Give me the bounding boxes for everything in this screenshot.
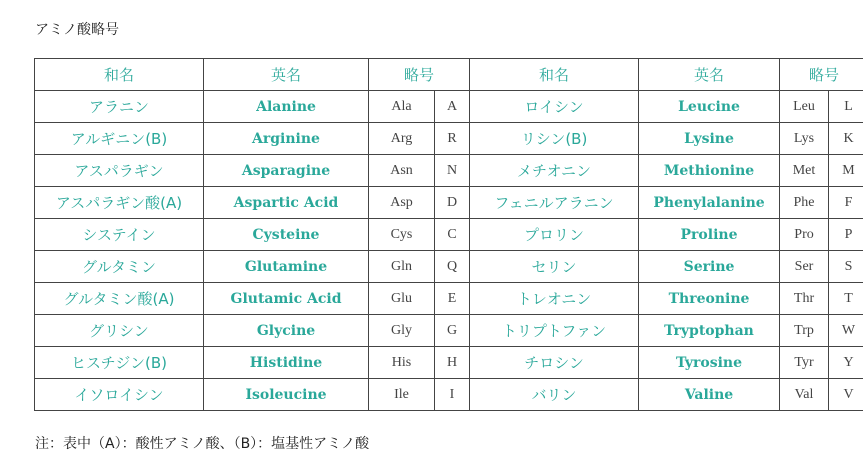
one-letter-code-cell: E (435, 283, 470, 315)
three-letter-code-cell: Asp (369, 187, 435, 219)
page-title: アミノ酸略号 (35, 22, 119, 38)
english-name-cell: Asparagine (204, 155, 369, 187)
three-letter-code-cell: Phe (780, 187, 829, 219)
three-letter-code-cell: Gln (369, 251, 435, 283)
japanese-name-cell: ロイシン (470, 91, 639, 123)
three-letter-code-cell: Met (780, 155, 829, 187)
english-name-cell: Tyrosine (639, 347, 780, 379)
one-letter-code-cell: Y (829, 347, 863, 379)
japanese-name-cell: チロシン (470, 347, 639, 379)
header-abbreviation-left: 略号 (369, 59, 470, 91)
table-row (35, 155, 863, 187)
three-letter-code-cell: Lys (780, 123, 829, 155)
japanese-name-cell: バリン (470, 379, 639, 411)
japanese-name-cell: メチオニン (470, 155, 639, 187)
header-japanese-name-right: 和名 (470, 59, 639, 91)
three-letter-code-cell: Trp (780, 315, 829, 347)
english-name-cell: Isoleucine (204, 379, 369, 411)
three-letter-code-cell: Glu (369, 283, 435, 315)
japanese-name-cell: アスパラギン酸(A) (35, 187, 204, 219)
one-letter-code-cell: C (435, 219, 470, 251)
one-letter-code-cell: R (435, 123, 470, 155)
one-letter-code-cell: G (435, 315, 470, 347)
table-row (35, 347, 863, 379)
japanese-name-cell: アルギニン(B) (35, 123, 204, 155)
japanese-name-cell: システイン (35, 219, 204, 251)
table-row (35, 123, 863, 155)
english-name-cell: Phenylalanine (639, 187, 780, 219)
japanese-name-cell: プロリン (470, 219, 639, 251)
english-name-cell: Valine (639, 379, 780, 411)
one-letter-code-cell: T (829, 283, 863, 315)
japanese-name-cell: アラニン (35, 91, 204, 123)
three-letter-code-cell: His (369, 347, 435, 379)
table-row (35, 379, 863, 411)
english-name-cell: Lysine (639, 123, 780, 155)
one-letter-code-cell: W (829, 315, 863, 347)
three-letter-code-cell: Ile (369, 379, 435, 411)
table-row (35, 251, 863, 283)
three-letter-code-cell: Thr (780, 283, 829, 315)
one-letter-code-cell: A (435, 91, 470, 123)
english-name-cell: Glycine (204, 315, 369, 347)
three-letter-code-cell: Leu (780, 91, 829, 123)
japanese-name-cell: トリプトファン (470, 315, 639, 347)
japanese-name-cell: グルタミン (35, 251, 204, 283)
header-abbreviation-right: 略号 (780, 59, 863, 91)
english-name-cell: Histidine (204, 347, 369, 379)
table-row (35, 219, 863, 251)
three-letter-code-cell: Ala (369, 91, 435, 123)
one-letter-code-cell: Q (435, 251, 470, 283)
one-letter-code-cell: L (829, 91, 863, 123)
english-name-cell: Threonine (639, 283, 780, 315)
table-row (35, 91, 863, 123)
japanese-name-cell: リシン(B) (470, 123, 639, 155)
table-header-row (35, 59, 863, 91)
table-row (35, 315, 863, 347)
one-letter-code-cell: M (829, 155, 863, 187)
header-english-name-right: 英名 (639, 59, 780, 91)
header-english-name-left: 英名 (204, 59, 369, 91)
three-letter-code-cell: Cys (369, 219, 435, 251)
japanese-name-cell: グリシン (35, 315, 204, 347)
one-letter-code-cell: I (435, 379, 470, 411)
one-letter-code-cell: N (435, 155, 470, 187)
english-name-cell: Cysteine (204, 219, 369, 251)
english-name-cell: Aspartic Acid (204, 187, 369, 219)
one-letter-code-cell: H (435, 347, 470, 379)
one-letter-code-cell: S (829, 251, 863, 283)
japanese-name-cell: フェニルアラニン (470, 187, 639, 219)
amino-acid-table (34, 58, 863, 411)
header-japanese-name-left: 和名 (35, 59, 204, 91)
three-letter-code-cell: Gly (369, 315, 435, 347)
english-name-cell: Glutamic Acid (204, 283, 369, 315)
english-name-cell: Methionine (639, 155, 780, 187)
japanese-name-cell: アスパラギン (35, 155, 204, 187)
three-letter-code-cell: Ser (780, 251, 829, 283)
english-name-cell: Tryptophan (639, 315, 780, 347)
one-letter-code-cell: D (435, 187, 470, 219)
english-name-cell: Glutamine (204, 251, 369, 283)
english-name-cell: Leucine (639, 91, 780, 123)
japanese-name-cell: グルタミン酸(A) (35, 283, 204, 315)
three-letter-code-cell: Arg (369, 123, 435, 155)
table-row (35, 187, 863, 219)
english-name-cell: Serine (639, 251, 780, 283)
one-letter-code-cell: K (829, 123, 863, 155)
three-letter-code-cell: Asn (369, 155, 435, 187)
english-name-cell: Proline (639, 219, 780, 251)
three-letter-code-cell: Pro (780, 219, 829, 251)
english-name-cell: Alanine (204, 91, 369, 123)
three-letter-code-cell: Val (780, 379, 829, 411)
japanese-name-cell: イソロイシン (35, 379, 204, 411)
japanese-name-cell: ヒスチジン(B) (35, 347, 204, 379)
one-letter-code-cell: F (829, 187, 863, 219)
japanese-name-cell: セリン (470, 251, 639, 283)
table-row (35, 283, 863, 315)
one-letter-code-cell: V (829, 379, 863, 411)
japanese-name-cell: トレオニン (470, 283, 639, 315)
one-letter-code-cell: P (829, 219, 863, 251)
footnote: 注：表中（A）：酸性アミノ酸、（B）：塩基性アミノ酸 (35, 436, 370, 452)
three-letter-code-cell: Tyr (780, 347, 829, 379)
english-name-cell: Arginine (204, 123, 369, 155)
